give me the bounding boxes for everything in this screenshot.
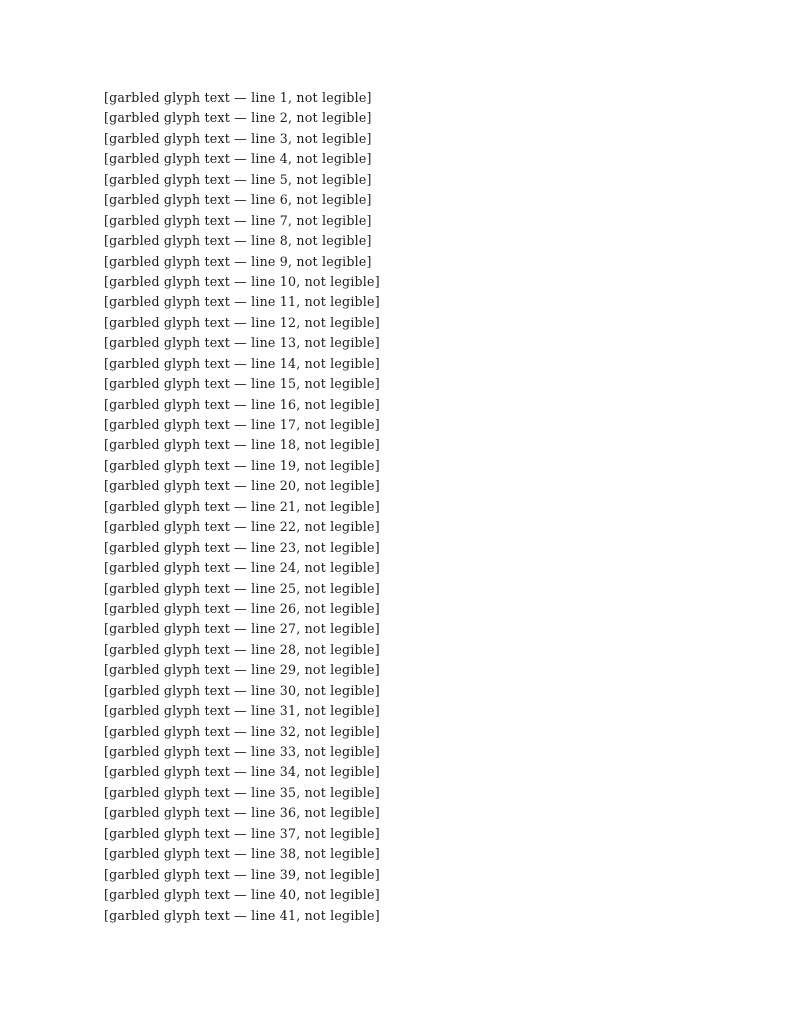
text-line: [garbled glyph text — line 13, not legible] — [104, 335, 380, 351]
text-line: [garbled glyph text — line 24, not legible] — [104, 560, 380, 576]
text-line: [garbled glyph text — line 4, not legible] — [104, 151, 372, 167]
text-line: [garbled glyph text — line 33, not legible] — [104, 744, 380, 759]
text-line: [garbled glyph text — line 5, not legible] — [104, 171, 372, 187]
text-line: [garbled glyph text — line 34, not legible] — [104, 764, 380, 780]
text-line: [garbled glyph text — line 9, not legible] — [104, 253, 372, 269]
text-line: [garbled glyph text — line 21, not legible] — [104, 498, 380, 514]
text-line: [garbled glyph text — line 27, not legible] — [104, 621, 380, 637]
text-line: [garbled glyph text — line 15, not legible] — [104, 376, 380, 392]
text-line: [garbled glyph text — line 38, not legible] — [104, 846, 380, 862]
text-line: [garbled glyph text — line 41, not legible] — [104, 907, 380, 923]
body-text — [104, 88, 688, 926]
text-line: [garbled glyph text — line 25, not legible] — [104, 580, 380, 596]
text-line: [garbled glyph text — line 40, not legible] — [104, 887, 380, 903]
text-line: [garbled glyph text — line 1, not legible] — [104, 90, 372, 105]
text-line: [garbled glyph text — line 12, not legible] — [104, 314, 380, 330]
text-line: [garbled glyph text — line 19, not legible] — [104, 457, 380, 473]
text-line: [garbled glyph text — line 28, not legible] — [104, 641, 380, 657]
text-line: [garbled glyph text — line 6, not legible] — [104, 192, 372, 208]
text-line: [garbled glyph text — line 39, not legible] — [104, 866, 380, 882]
text-line: [garbled glyph text — line 17, not legible] — [104, 417, 380, 432]
text-line: [garbled glyph text — line 30, not legible] — [104, 682, 380, 698]
text-line: [garbled glyph text — line 23, not legible] — [104, 539, 380, 555]
text-line: [garbled glyph text — line 14, not legible] — [104, 355, 380, 371]
text-line: [garbled glyph text — line 26, not legible] — [104, 600, 380, 616]
text-line: [garbled glyph text — line 32, not legible] — [104, 723, 380, 739]
text-line: [garbled glyph text — line 11, not legible] — [104, 294, 380, 310]
text-line: [garbled glyph text — line 18, not legible] — [104, 437, 380, 453]
text-line: [garbled glyph text — line 37, not legible] — [104, 825, 380, 841]
text-line: [garbled glyph text — line 16, not legible] — [104, 396, 380, 412]
text-line: [garbled glyph text — line 22, not legible] — [104, 519, 380, 535]
text-line: [garbled glyph text — line 7, not legible] — [104, 212, 372, 228]
text-line: [garbled glyph text — line 10, not legible] — [104, 273, 380, 289]
text-line: [garbled glyph text — line 3, not legible] — [104, 130, 372, 146]
text-line: [garbled glyph text — line 35, not legible] — [104, 784, 380, 800]
text-line: [garbled glyph text — line 31, not legible] — [104, 703, 380, 719]
text-line: [garbled glyph text — line 29, not legible] — [104, 662, 380, 678]
text-line: [garbled glyph text — line 8, not legible] — [104, 233, 372, 249]
text-line: [garbled glyph text — line 2, not legible] — [104, 110, 372, 126]
text-line: [garbled glyph text — line 20, not legible] — [104, 478, 380, 494]
text-line: [garbled glyph text — line 36, not legible] — [104, 805, 380, 821]
